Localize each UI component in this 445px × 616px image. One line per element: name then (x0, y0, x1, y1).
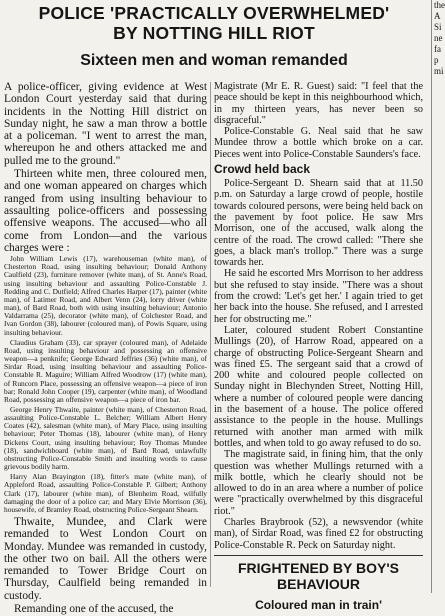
left-column (4, 81, 207, 616)
charges-paragraph-4: Harry Alan Brayington (18), fitter's mate (white man), of Appleford Road, assaulting Police-Constable P. Gilbert; Anthony Clark (17), labourer (white man), of Blenheim Road, wilfully damaging the door of a police car; and Mary Elvie Morrison (36), housewife, of Bramley Road, obstructing Police-Sergeant Shearn. (4, 472, 207, 514)
fine-paragraph: The magistrate said, in fining him, that the only question was whether Mullings returned with a milk bottle, which he clearly should not be allowed to do in an area where a number of police were "practically overwhelmed by this disgraceful riot." (214, 449, 423, 517)
margin-fragment: ne (434, 33, 443, 43)
section-rule (214, 555, 423, 556)
margin-fragment: Si (434, 22, 442, 32)
charges-paragraph-2: Claudius Graham (33), car sprayer (coloured man), of Adelaide Road, using insulting behaviour and possessing an offensive weapon—a penknife; George Edward Jeffries (36) (white man), of Sirdar Road, using insulting behaviour and assaulting Police-Constable R. Maguire; William Alfred Woodrow (17) (white man), of Runcorn Place, possessing an offensive weapon—a piece of iron bar; Ronald John Cooper (19), carpenter (white man), of Woodland Road, possessing an offensive weapon—a piece of iron bar. (4, 337, 207, 404)
remand-paragraph-2: Remanding one of the accused, the (14, 603, 174, 616)
margin-fragment: A (434, 11, 441, 21)
adjacent-column-fragment (431, 0, 445, 593)
charges-paragraph-3: George Henry Thwaite, painter (white man), of Chesterton Road, assaulting Police-Constable L. Belcher; William Albert Henry Coates (42), salesman (white man), of Mary Place, using insulting behaviour; Peter Thomas (18), labourer (white man), of Henry Dickens Court, using insulting behaviour; Roy Thomas Mundee (18), sandwichboard (white man), of Bard Road, unlawfully obstructing Police-Constable Smith and insulting words to cause grievous bodily harm. (4, 404, 207, 472)
right-column (214, 81, 423, 612)
lead-paragraph-2: Thirteen white men, three coloured men, and one woman appeared on charges which ranged from using insulting behaviour to assaulting police-officers and possessing offensive weapons. The accused—who all come from London—and the various charges were : (4, 168, 207, 254)
article-subheadline: Sixteen men and woman remanded (80, 52, 348, 69)
escort-paragraph: He said he escorted Mrs Morrison to her address but she refused to stay inside. "There was a shout from the crowd: 'Let's get her.' I again tried to get her back into the house. She refused, and I arrested her for obstructing me." (214, 268, 423, 325)
margin-fragment: the (434, 0, 445, 10)
margin-fragment: fa (434, 44, 441, 54)
column-divider (210, 82, 211, 587)
article-headline (4, 3, 424, 43)
remand-paragraph: Thwaite, Mundee, and Clark were remanded to West London Court on Monday. Mundee was remanded in custody, the other two on bail. All the others were remanded to Tower Bridge Court on Thursday, Caulfield being remanded in custody. (4, 516, 207, 602)
crowd-held-back-heading: Crowd held back (214, 162, 311, 177)
neal-paragraph: Police-Constable G. Neal said that he saw Mundee throw a bottle which broke on a car. Pieces went into Police-Constable Saunders's face. (214, 126, 423, 160)
headline-line-2: BY NOTTING HILL RIOT (113, 23, 315, 43)
mullings-paragraph: Later, coloured student Robert Constantine Mullings (20), of Harrow Road, appeared on a charge of obstructing Police-Sergeant Shearn and was fined £5. The sergeant said that a crowd of 200 white and coloured people collected on Sunday night in Blechynden Street, Notting Hill, where a number of coloured people were dancing in the basement of a house. The police offered assistance to the people in the house. Mullings returned with another man armed with milk bottles, and when told to go away refused to do so. (214, 324, 423, 449)
shearn-paragraph: Police-Sergeant D. Shearn said that at 11.50 p.m. on Saturday a large crowd of people, hostile towards coloured persons, were being held back on the pavement by foot police. He saw Mrs Morrison, one of the accused, walk along the centre of the road. The crowd called: "There she goes, a black man's trollop." There was a surge towards her. (214, 178, 423, 269)
headline-line-1: POLICE 'PRACTICALLY OVERWHELMED' (38, 3, 390, 23)
braybrook-paragraph: Charles Braybrook (52), a newsvendor (white man), of Sirdar Road, was fined £2 for obstructing Police-Constable R. Peck on Saturday night. (214, 516, 423, 551)
next-article-headline: FRIGHTENED BY BOY'S BEHAVIOUR (238, 559, 399, 592)
lead-paragraph-1: A police-officer, giving evidence at West London Court yesterday said that during incidents in the Notting Hill district on Sunday night, he saw a man throw a bottle at a policeman. "I went to arrest the man, whereupon he and others attacked me and pulled me to the ground." (4, 81, 207, 167)
margin-fragment: p (434, 55, 439, 65)
magistrate-paragraph: Magistrate (Mr E. R. Guest) said: "I feel that the peace should be kept in this neighbourhood which, in my thirteen years, has never been so disgraceful." (214, 81, 423, 126)
margin-fragment: mi (434, 66, 444, 76)
charges-paragraph-1: John William Lewis (17), warehouseman (white man), of Chesterton Road, using insulting behaviour; Donald Anthony Caulfield (23), furniture remover (white man), of St. Anne's Road, using insulting behaviour and assaulting Police-Constable J. Redding and C. Dutfield; Alfred Charles Harper (17), painter (white man), of Latimer Road, and Albert Venn (24), lorry driver (white man), of Bard Road, both with using insulting behaviour; Antonio Valdarrama (25), decorator (white man), of Colchester Road, and Ivan Gordon (38), labourer (coloured man), of Powis Square, using insulting behaviour. (4, 254, 207, 337)
next-article-subheadline: Coloured man in train' (255, 597, 382, 612)
